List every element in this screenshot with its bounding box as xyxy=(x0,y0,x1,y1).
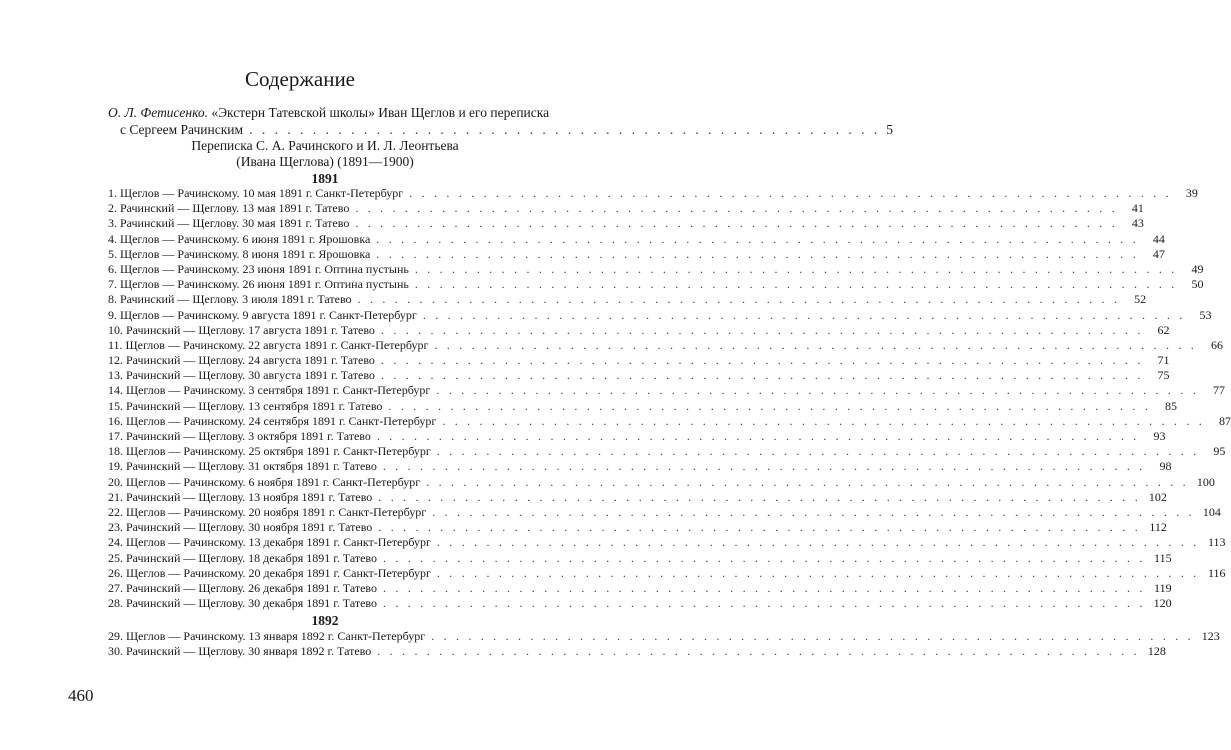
dot-leader: . . . . . . . . . . . . . . . . . . . . . . . . . . . . . . . . . . . . . . . . . . . . . . . . . . . . . . . . . . . . . . xyxy=(432,504,1195,519)
toc-entry-title: 16. Щеглов — Рачинскому. 24 сентября 1891 г. Санкт-Петербург xyxy=(108,413,437,428)
toc-entry[interactable] xyxy=(108,444,1226,459)
toc-entry[interactable] xyxy=(108,368,1170,383)
toc-entry-title: 1. Щеглов — Рачинскому. 10 мая 1891 г. Санкт-Петербург xyxy=(108,186,404,200)
toc-entry[interactable] xyxy=(108,398,1178,414)
toc-entry-page: 123 xyxy=(1201,629,1220,643)
toc-entry-page: 87 xyxy=(1218,413,1231,428)
dot-leader: . . . . . . . . . . . . . . . . . . . . . . . . . . . . . . . . . . . . . . . . . . . . . . . . . . . . . . . . . . . . . . xyxy=(409,186,1172,200)
toc-entry-title: 3. Рачинский — Щеглову. 30 мая 1891 г. Татево xyxy=(108,216,350,231)
toc-list-1891 xyxy=(108,186,1231,611)
toc-entry[interactable] xyxy=(108,459,1172,474)
toc-entry-title: 13. Рачинский — Щеглову. 30 августа 1891 г. Татево xyxy=(108,368,375,383)
toc-entry-page: 95 xyxy=(1213,444,1226,459)
toc-entry-title: 23. Рачинский — Щеглову. 30 ноября 1891 г. Татево xyxy=(108,520,373,535)
toc-entry-page: 39 xyxy=(1185,186,1198,200)
toc-entry-title: 9. Щеглов — Рачинскому. 9 августа 1891 г. Санкт-Петербург xyxy=(108,307,417,322)
toc-entry[interactable] xyxy=(108,489,1167,505)
intro-line-1 xyxy=(108,104,550,121)
toc-entry-title: 28. Рачинский — Щеглову. 30 декабря 1891 г. Татево xyxy=(108,596,377,611)
dot-leader: . . . . . . . . . . . . . . . . . . . . . . . . . . . . . . . . . . . . . . . . . . . . . . . . . . . . . . . . . . . . . . xyxy=(357,292,1121,307)
intro-line-2 xyxy=(108,121,893,138)
dot-leader: . . . . . . . . . . . . . . . . . . . . . . . . . . . . . . . . . . . . . . . . . . . . . . . . . . . . . . . . . . . . . . xyxy=(376,429,1140,443)
dot-leader: . . . . . . . . . . . . . . . . . . . . . . . . . . . . . . . . . . . . . . . . . . . . . . . . . . . . . . . . . . . . . . xyxy=(376,231,1139,246)
toc-entry-page: 41 xyxy=(1131,201,1144,216)
toc-entry[interactable] xyxy=(108,307,1212,323)
toc-entry-title: 8. Рачинский — Щеглову. 3 июля 1891 г. Татево xyxy=(108,292,352,307)
toc-entry[interactable] xyxy=(108,550,1172,566)
page-title: Содержание xyxy=(244,67,356,91)
intro-title: «Экстерн Татевской школы» Иван Щеглов и его переписка xyxy=(208,105,550,120)
toc-entry-page: 50 xyxy=(1191,277,1204,292)
toc-entry-page: 44 xyxy=(1152,231,1165,246)
intro-author: О. Л. Фетисенко. xyxy=(108,105,208,120)
toc-entry[interactable] xyxy=(108,565,1226,581)
toc-entry[interactable] xyxy=(108,644,1166,659)
intro-page: 5 xyxy=(886,122,893,137)
toc-entry-page: 100 xyxy=(1196,474,1215,489)
dot-leader: . . . . . . . . . . . . . . . . . . . . . . . . . . . . . . . . . . . . . . . . . . . . . . . . . . . . . . . . . . . . . . xyxy=(436,444,1200,459)
dot-leader: . . . . . . . . . . . . . . . . . . . . . . . . . . . . . . . . . . . . . . . . . . . . . . . . . . . . . . . . . . . . . . xyxy=(355,216,1118,231)
year-heading: 1892 xyxy=(311,613,339,628)
page-number: 460 xyxy=(68,686,94,705)
dot-leader: . . . . . . . . . . . . . . . . . . . . . . . . . . . . . . . . . . . . . . . . . . . . . . . . . . . . . . . . . . . . . . xyxy=(355,201,1118,216)
toc-entry[interactable] xyxy=(108,261,1204,277)
section-subtitle xyxy=(108,138,542,170)
toc-list-1892 xyxy=(108,629,1220,659)
toc-entry[interactable] xyxy=(108,201,1144,216)
toc-entry-title: 11. Щеглов — Рачинскому. 22 августа 1891 г. Санкт-Петербург xyxy=(108,337,429,352)
intro-entry[interactable] xyxy=(108,104,893,138)
dot-leader: . . . . . . . . . . . . . . . . . . . . . . . . . . . . . . . . . . . . . . . . . . . . . . . . . . . . . . . . . . . . . . xyxy=(383,550,1146,565)
toc-entry-page: 115 xyxy=(1154,550,1172,565)
toc-entry[interactable] xyxy=(108,231,1165,247)
toc-entry[interactable] xyxy=(108,580,1172,596)
dot-leader: . . . . . . . . . . . . . . . . . . . . . . . . . . . . . . . . . . . . . . . . . . . . . . . . . . xyxy=(249,122,881,137)
toc-entry[interactable] xyxy=(108,186,1198,201)
toc-entry-page: 102 xyxy=(1148,489,1167,504)
dot-leader: . . . . . . . . . . . . . . . . . . . . . . . . . . . . . . . . . . . . . . . . . . . . . . . . . . . . . . . . . . . . . . xyxy=(383,580,1146,595)
toc-entry-title: 5. Щеглов — Рачинскому. 8 июня 1891 г. Ярошовка xyxy=(108,246,371,261)
toc-entry-title: 21. Рачинский — Щеглову. 13 ноября 1891 г. Татево xyxy=(108,489,373,504)
toc-entry-page: 62 xyxy=(1157,322,1170,337)
dot-leader: . . . . . . . . . . . . . . . . . . . . . . . . . . . . . . . . . . . . . . . . . . . . . . . . . . . . . . . . . . . . . . xyxy=(414,277,1178,292)
toc-entry[interactable] xyxy=(108,246,1165,262)
dot-leader: . . . . . . . . . . . . . . . . . . . . . . . . . . . . . . . . . . . . . . . . . . . . . . . . . . . . . . . . . . . . . . xyxy=(380,368,1144,383)
toc-entry-page: 120 xyxy=(1153,596,1172,611)
toc-entry-title: 29. Щеглов — Рачинскому. 13 января 1892 г. Санкт-Петербург xyxy=(108,629,426,643)
toc-entry-page: 47 xyxy=(1152,246,1165,261)
dot-leader: . . . . . . . . . . . . . . . . . . . . . . . . . . . . . . . . . . . . . . . . . . . . . . . . . . . . . . . . . . . . . . xyxy=(378,520,1141,535)
toc-entry-title: 14. Щеглов — Рачинскому. 3 сентября 1891 г. Санкт-Петербург xyxy=(108,383,431,398)
toc-entry-title: 18. Щеглов — Рачинскому. 25 октября 1891 г. Санкт-Петербург xyxy=(108,444,431,459)
toc-entry-title: 12. Рачинский — Щеглову. 24 августа 1891 г. Татево xyxy=(108,353,375,368)
toc-entry[interactable] xyxy=(108,322,1170,338)
toc-entry-title: 19. Рачинский — Щеглову. 31 октября 1891 г. Татево xyxy=(108,459,377,474)
dot-leader: . . . . . . . . . . . . . . . . . . . . . . . . . . . . . . . . . . . . . . . . . . . . . . . . . . . . . . . . . . . . . . xyxy=(436,565,1200,580)
toc-entry-title: 25. Рачинский — Щеглову. 18 декабря 1891 г. Татево xyxy=(108,550,377,565)
toc-entry-title: 24. Щеглов — Рачинскому. 13 декабря 1891 г. Санкт-Петербург xyxy=(108,535,431,550)
toc-entry-page: 66 xyxy=(1211,337,1223,352)
toc-entry-page: 93 xyxy=(1153,429,1166,443)
subtitle-line-1: Переписка С. А. Рачинского и И. Л. Леонтьева xyxy=(191,138,459,153)
toc-entry-page: 49 xyxy=(1191,261,1204,276)
toc-entry[interactable] xyxy=(108,292,1147,307)
toc-entry-page: 112 xyxy=(1149,520,1167,535)
dot-leader: . . . . . . . . . . . . . . . . . . . . . . . . . . . . . . . . . . . . . . . . . . . . . . . . . . . . . . . . . . . . . . xyxy=(380,322,1144,337)
toc-entry-title: 30. Рачинский — Щеглову. 30 января 1892 г. Татево xyxy=(108,644,372,659)
dot-leader: . . . . . . . . . . . . . . . . . . . . . . . . . . . . . . . . . . . . . . . . . . . . . . . . . . . . . . . . . . . . . . xyxy=(388,398,1152,413)
toc-entry-title: 2. Рачинский — Щеглову. 13 мая 1891 г. Татево xyxy=(108,201,350,216)
dot-leader: . . . . . . . . . . . . . . . . . . . . . . . . . . . . . . . . . . . . . . . . . . . . . . . . . . . . . . . . . . . . . . xyxy=(414,261,1178,276)
toc-entry-page: 104 xyxy=(1202,504,1221,519)
toc-entry[interactable] xyxy=(108,535,1226,550)
toc-entry-page: 128 xyxy=(1147,644,1166,659)
toc-entry-title: 17. Рачинский — Щеглову. 3 октября 1891 г. Татево xyxy=(108,429,371,443)
toc-entry-title: 4. Щеглов — Рачинскому. 6 июня 1891 г. Ярошовка xyxy=(108,231,371,246)
toc-entry-title: 26. Щеглов — Рачинскому. 20 декабря 1891 г. Санкт-Петербург xyxy=(108,565,431,580)
toc-entry-title: 22. Щеглов — Рачинскому. 20 ноября 1891 г. Санкт-Петербург xyxy=(108,504,427,519)
dot-leader: . . . . . . . . . . . . . . . . . . . . . . . . . . . . . . . . . . . . . . . . . . . . . . . . . . . . . . . . . . . . . . xyxy=(436,535,1200,550)
toc-entry[interactable] xyxy=(108,596,1172,611)
toc-entry[interactable] xyxy=(108,429,1166,444)
toc-entry[interactable] xyxy=(108,383,1225,398)
toc-entry-page: 43 xyxy=(1131,216,1144,231)
toc-entry-page: 52 xyxy=(1134,292,1147,307)
intro-title-cont: с Сергеем Рачинским xyxy=(120,122,244,137)
dot-leader: . . . . . . . . . . . . . . . . . . . . . . . . . . . . . . . . . . . . . . . . . . . . . . . . . . . . . . . . . . . . . . xyxy=(434,337,1197,352)
dot-leader: . . . . . . . . . . . . . . . . . . . . . . . . . . . . . . . . . . . . . . . . . . . . . . . . . . . . . . . . . . . . . . xyxy=(383,596,1146,611)
dot-leader: . . . . . . . . . . . . . . . . . . . . . . . . . . . . . . . . . . . . . . . . . . . . . . . . . . . . . . . . . . . . . . xyxy=(442,413,1205,428)
dot-leader: . . . . . . . . . . . . . . . . . . . . . . . . . . . . . . . . . . . . . . . . . . . . . . . . . . . . . . . . . . . . . . xyxy=(376,246,1139,261)
dot-leader: . . . . . . . . . . . . . . . . . . . . . . . . . . . . . . . . . . . . . . . . . . . . . . . . . . . . . . . . . . . . . . xyxy=(382,459,1146,474)
dot-leader: . . . . . . . . . . . . . . . . . . . . . . . . . . . . . . . . . . . . . . . . . . . . . . . . . . . . . . . . . . . . . . xyxy=(431,629,1194,643)
toc-entry-page: 53 xyxy=(1199,307,1212,322)
subtitle-line-2: (Ивана Щеглова) (1891—1900) xyxy=(236,154,414,169)
dot-leader: . . . . . . . . . . . . . . . . . . . . . . . . . . . . . . . . . . . . . . . . . . . . . . . . . . . . . . . . . . . . . . xyxy=(436,383,1199,398)
dot-leader: . . . . . . . . . . . . . . . . . . . . . . . . . . . . . . . . . . . . . . . . . . . . . . . . . . . . . . . . . . . . . . xyxy=(426,474,1189,489)
toc-entry-page: 77 xyxy=(1212,383,1225,398)
toc-entry[interactable] xyxy=(108,474,1215,490)
toc-entry-page: 98 xyxy=(1159,459,1172,474)
toc-entry-page: 71 xyxy=(1157,353,1170,368)
toc-entry[interactable] xyxy=(108,337,1223,353)
toc-entry-title: 27. Рачинский — Щеглову. 26 декабря 1891 г. Татево xyxy=(108,580,377,595)
toc-entry[interactable] xyxy=(108,504,1221,520)
year-heading: 1891 xyxy=(311,171,339,186)
dot-leader: . . . . . . . . . . . . . . . . . . . . . . . . . . . . . . . . . . . . . . . . . . . . . . . . . . . . . . . . . . . . . . xyxy=(377,644,1140,659)
toc-entry-page: 113 xyxy=(1207,535,1226,550)
toc-entry[interactable] xyxy=(108,277,1204,292)
toc-entry[interactable] xyxy=(108,629,1220,644)
toc-entry-title: 20. Щеглов — Рачинскому. 6 ноября 1891 г. Санкт-Петербург xyxy=(108,474,421,489)
toc-entry-title: 15. Рачинский — Щеглову. 13 сентября 1891 г. Татево xyxy=(108,398,383,413)
dot-leader: . . . . . . . . . . . . . . . . . . . . . . . . . . . . . . . . . . . . . . . . . . . . . . . . . . . . . . . . . . . . . . xyxy=(378,489,1141,504)
toc-entry-page: 75 xyxy=(1157,368,1170,383)
toc-entry-title: 6. Щеглов — Рачинскому. 23 июня 1891 г. Оптина пустынь xyxy=(108,261,409,276)
toc-entry[interactable] xyxy=(108,413,1231,429)
toc-entry-page: 85 xyxy=(1165,398,1178,413)
toc-entry[interactable] xyxy=(108,520,1167,535)
dot-leader: . . . . . . . . . . . . . . . . . . . . . . . . . . . . . . . . . . . . . . . . . . . . . . . . . . . . . . . . . . . . . . xyxy=(422,307,1186,322)
dot-leader: . . . . . . . . . . . . . . . . . . . . . . . . . . . . . . . . . . . . . . . . . . . . . . . . . . . . . . . . . . . . . . xyxy=(380,353,1144,368)
toc-entry-title: 10. Рачинский — Щеглову. 17 августа 1891 г. Татево xyxy=(108,322,375,337)
toc-entry-title: 7. Щеглов — Рачинскому. 26 июня 1891 г. Оптина пустынь xyxy=(108,277,409,292)
toc-entry[interactable] xyxy=(108,216,1144,231)
toc-entry[interactable] xyxy=(108,353,1170,368)
toc-entry-page: 116 xyxy=(1207,565,1226,580)
toc-entry-page: 119 xyxy=(1154,580,1172,595)
